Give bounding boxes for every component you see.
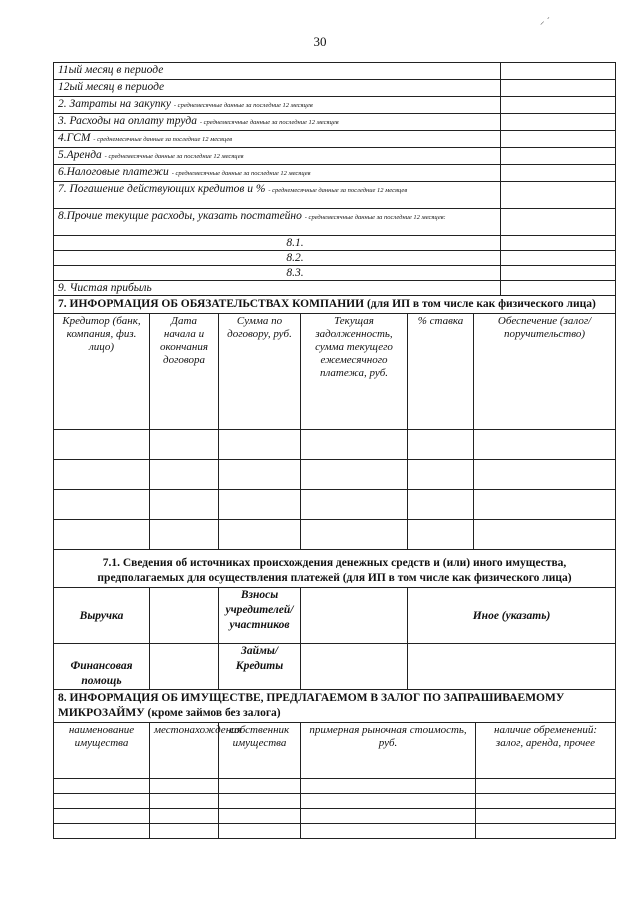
obligation-row xyxy=(54,430,616,460)
budget-row xyxy=(54,165,616,182)
col-encumbrance: наличие обременений: залог, аренда, прочее xyxy=(476,723,616,779)
budget-value[interactable] xyxy=(501,209,616,236)
col-owner: собственник имущества xyxy=(219,723,301,779)
col-market-value: примерная рыночная стоимость, руб. xyxy=(301,723,476,779)
obligation-row xyxy=(54,520,616,550)
budget-row-label: 7. Погашение действующих кредитов и % xyxy=(58,183,266,195)
budget-row xyxy=(54,131,616,148)
budget-value[interactable] xyxy=(501,148,616,165)
budget-value[interactable] xyxy=(501,63,616,80)
budget-row-note: - среднемесячные данные за последние 12 месяцев xyxy=(171,170,311,177)
col-collateral: Обеспечение (залог/поручительство) xyxy=(474,314,616,430)
budget-value[interactable] xyxy=(501,80,616,97)
budget-row xyxy=(54,209,616,236)
revenue-value[interactable] xyxy=(150,588,219,644)
funding-sources-table xyxy=(53,549,616,690)
col-property-name: наименование имущества xyxy=(54,723,150,779)
budget-subrow-label: 8.2. xyxy=(54,251,501,266)
revenue-label: Выручка xyxy=(54,588,150,644)
section-8-title: 8. ИНФОРМАЦИЯ ОБ ИМУЩЕСТВЕ, ПРЕДЛАГАЕМОМ В ЗАЛОГ ПО ЗАПРАШИВАЕМОМУ МИКРОЗАЙМУ (кроме займов без залога) xyxy=(54,690,616,723)
collateral-row xyxy=(54,824,616,839)
obligations-table xyxy=(53,295,616,550)
budget-row xyxy=(54,182,616,209)
budget-row-note: - среднемесячные данные за последние 12 месяцев xyxy=(173,102,313,109)
collateral-table xyxy=(53,689,616,839)
budget-value[interactable] xyxy=(501,131,616,148)
section-7-title: 7. ИНФОРМАЦИЯ ОБ ОБЯЗАТЕЛЬСТВАХ КОМПАНИИ (для ИП в том числе как физического лица) xyxy=(54,296,616,314)
collateral-row xyxy=(54,779,616,794)
budget-value[interactable] xyxy=(501,182,616,209)
other-label: Иное (указать) xyxy=(408,588,616,644)
corner-mark: ⸝ ´ xyxy=(540,16,550,26)
budget-row-label: 2. Затраты на закупку xyxy=(58,98,172,110)
budget-value[interactable] xyxy=(501,266,616,281)
budget-row xyxy=(54,114,616,131)
obligation-row xyxy=(54,460,616,490)
page-number: 30 xyxy=(313,34,327,49)
budget-row-label: 3. Расходы на оплату труда xyxy=(58,115,197,127)
budget-row-note: - среднемесячные данные за последние 12 месяцев xyxy=(104,153,244,160)
budget-subrow-label: 8.3. xyxy=(54,266,501,281)
section-71-title: 7.1. Сведения об источниках происхождения денежных средств и (или) иного имущества, предполагаемых для осуществления платежей (для ИП в том числе как физического лица) xyxy=(54,550,616,588)
collateral-row xyxy=(54,809,616,824)
col-creditor: Кредитор (банк, компания, физ. лицо) xyxy=(54,314,150,430)
net-profit-label: 9. Чистая прибыль xyxy=(54,281,501,296)
net-profit-value[interactable] xyxy=(501,281,616,296)
collateral-row xyxy=(54,794,616,809)
net-profit-row xyxy=(54,281,616,296)
loans-value[interactable] xyxy=(301,644,408,690)
budget-row xyxy=(54,80,616,97)
budget-row-note: - среднемесячные данные за последние 12 месяцев xyxy=(268,187,408,194)
loans-label: Займы/Кредиты xyxy=(219,644,301,690)
budget-value[interactable] xyxy=(501,114,616,131)
other-value[interactable] xyxy=(408,644,616,690)
budget-value[interactable] xyxy=(501,251,616,266)
budget-row xyxy=(54,148,616,165)
contributions-label: Взносы учредителей/участников xyxy=(219,588,301,644)
budget-subrow xyxy=(54,266,616,281)
budget-value[interactable] xyxy=(501,165,616,182)
budget-row-note: - среднемесячные данные за последние 12 месяцев xyxy=(93,136,233,143)
budget-row-label: 12ый месяц в периоде xyxy=(58,81,165,93)
budget-table xyxy=(53,62,616,296)
financial-aid-value[interactable] xyxy=(150,644,219,690)
budget-subrow-label: 8.1. xyxy=(54,236,501,251)
budget-value[interactable] xyxy=(501,97,616,114)
budget-row xyxy=(54,63,616,80)
form-sheet xyxy=(53,62,615,839)
budget-row-label: 11ый месяц в периоде xyxy=(58,64,164,76)
obligation-row xyxy=(54,490,616,520)
budget-value[interactable] xyxy=(501,236,616,251)
budget-subrow xyxy=(54,236,616,251)
budget-subrow xyxy=(54,251,616,266)
budget-row-label: 8.Прочие текущие расходы, указать постатейно xyxy=(58,210,302,222)
contributions-value[interactable] xyxy=(301,588,408,644)
budget-row-note: - среднемесячные данные за последние 12 месяцев xyxy=(199,119,339,126)
financial-aid-label: Финансовая помощь xyxy=(54,644,150,690)
budget-row-note: - среднемесячные данные за последние 12 месяцев: xyxy=(304,214,446,221)
col-location: местонахождения xyxy=(150,723,219,779)
col-contract-sum: Сумма по договору, руб. xyxy=(219,314,301,430)
budget-row-label: 5.Аренда xyxy=(58,149,102,161)
budget-row-label: 4.ГСМ xyxy=(58,132,91,144)
budget-row-label: 6.Налоговые платежи xyxy=(58,166,169,178)
col-current-debt: Текущая задолженность, сумма текущего ежемесячного платежа, руб. xyxy=(301,314,408,430)
budget-row xyxy=(54,97,616,114)
col-rate: % ставка xyxy=(408,314,474,430)
col-contract-date: Дата начала и окончания договора xyxy=(150,314,219,430)
